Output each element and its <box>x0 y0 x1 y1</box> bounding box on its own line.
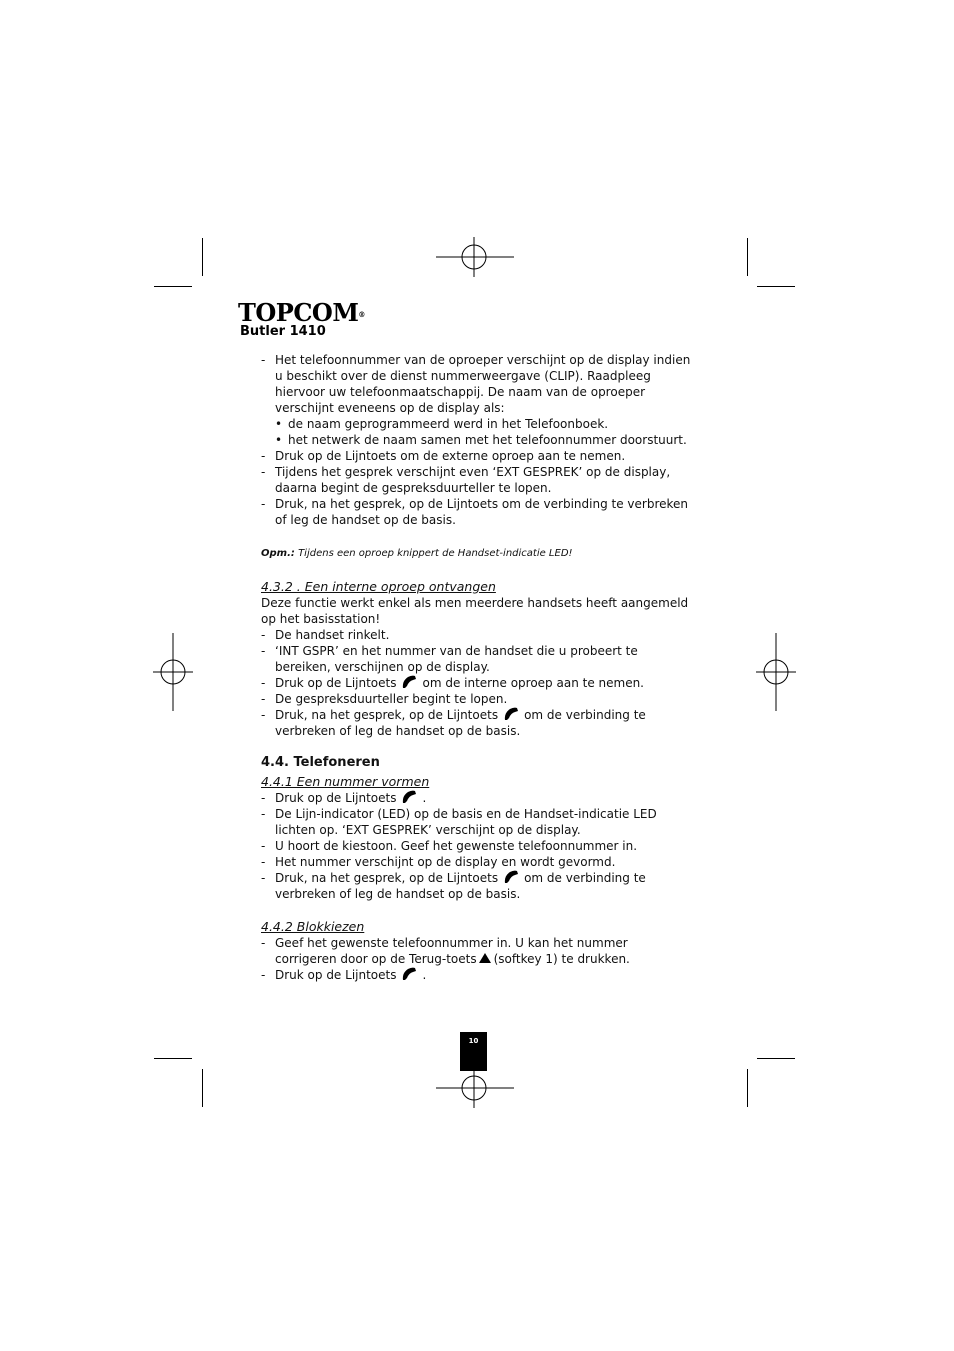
section-heading-4-4: 4.4. Telefoneren <box>261 755 380 770</box>
phone-handset-icon <box>400 675 418 689</box>
section-heading-4-4-1: 4.4.1 Een nummer vormen <box>261 774 430 789</box>
list-item: - De gespreksduurteller begint te lopen. <box>261 692 508 706</box>
list-item: - De Lijn-indicator (LED) op de basis en de Handset-indicatie LED lichten op. ‘EXT GESPREK’ verschijnt op de display. <box>261 807 657 837</box>
crop-mark <box>747 1069 748 1107</box>
note: Opm.: Tijdens een oproep knippert de Handset-indicatie LED! <box>261 548 573 559</box>
bullet-item: • het netwerk de naam samen met het telefoonnummer doorstuurt. <box>275 433 687 447</box>
registration-mark-icon <box>436 237 514 277</box>
list-item: - Tijdens het gesprek verschijnt even ‘EXT GESPREK’ op de display, daarna begint de gespreksduurteller te lopen. <box>261 465 671 495</box>
list-item: - De handset rinkelt. <box>261 628 390 642</box>
section-heading-4-4-2: 4.4.2 Blokkiezen <box>261 919 365 934</box>
bullet-item: • de naam geprogrammeerd werd in het Telefoonboek. <box>275 417 609 431</box>
section-heading-4-3-2: 4.3.2 . Een interne oproep ontvangen <box>261 579 496 594</box>
list-item: - Druk op de Lijntoets om de externe oproep aan te nemen. <box>261 449 626 463</box>
page-number: 10 <box>460 1032 487 1071</box>
crop-mark <box>202 238 203 276</box>
phone-handset-icon <box>400 967 418 981</box>
list-item: - ‘INT GSPR’ en het nummer van de handset die u probeert te bereiken, verschijnen op de display. <box>261 644 638 674</box>
crop-mark <box>154 286 192 287</box>
section-intro: Deze functie werkt enkel als men meerdere handsets heeft aangemeld op het basisstation! <box>261 596 689 626</box>
model-name: Butler 1410 <box>240 324 326 339</box>
list-item: - Het nummer verschijnt op de display en wordt gevormd. <box>261 855 616 869</box>
list-item: - Druk op de Lijntoets om de interne oproep aan te nemen. <box>261 676 644 690</box>
list-item: - Het telefoonnummer van de oproeper verschijnt op de display indien u beschikt over de dienst nummerweergave (CLIP). Raadpleeg hiervoor uw telefoonmaatschappij. De naam van de oproeper verschijnt eveneens op de display als: <box>261 353 691 415</box>
brand-wordmark: TOPCOM® <box>238 298 365 327</box>
crop-mark <box>747 238 748 276</box>
phone-handset-icon <box>400 790 418 804</box>
list-item: - Geef het gewenste telefoonnummer in. U kan het nummer corrigeren door op de Terug-toets (softkey 1) te drukken. <box>261 936 630 966</box>
crop-mark <box>154 1058 192 1059</box>
manual-content <box>261 352 693 983</box>
crop-mark <box>202 1069 203 1107</box>
list-item: - U hoort de kiestoon. Geef het gewenste telefoonnummer in. <box>261 839 638 853</box>
list-item: - Druk, na het gesprek, op de Lijntoets om de verbinding te verbreken of leg de handset op de basis. <box>261 497 689 527</box>
list-item: - Druk, na het gesprek, op de Lijntoets om de verbinding te verbreken of leg de handset op de basis. <box>261 708 646 738</box>
phone-handset-icon <box>502 870 520 884</box>
list-item: - Druk op de Lijntoets . <box>261 791 427 805</box>
registration-mark-icon <box>756 633 796 711</box>
brand-logo <box>238 300 365 326</box>
up-triangle-icon <box>479 953 491 963</box>
list-item: - Druk, na het gesprek, op de Lijntoets om de verbinding te verbreken of leg de handset op de basis. <box>261 871 646 901</box>
registration-mark-icon <box>436 1068 514 1108</box>
phone-handset-icon <box>502 707 520 721</box>
crop-mark <box>757 1058 795 1059</box>
crop-mark <box>757 286 795 287</box>
list-item: - Druk op de Lijntoets . <box>261 968 427 982</box>
registration-mark-icon <box>153 633 193 711</box>
